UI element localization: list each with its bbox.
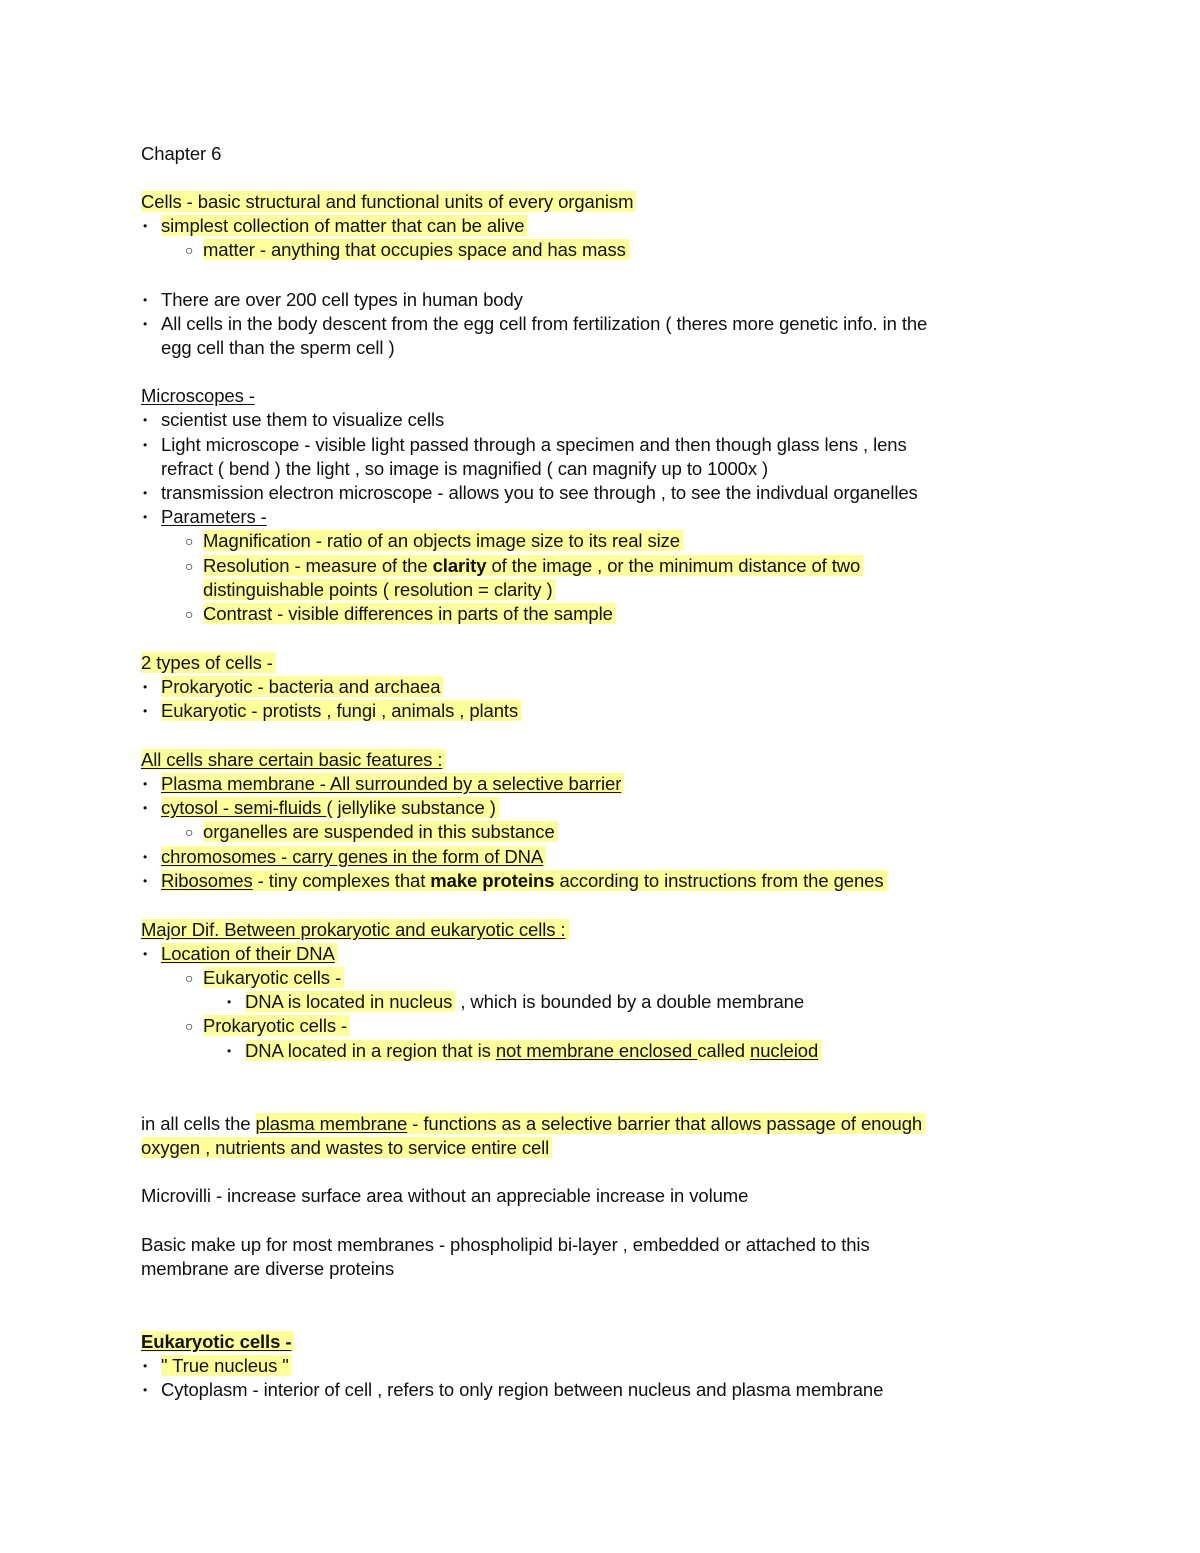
eukaryotic-heading: Eukaryotic cells - xyxy=(141,1330,294,1354)
bullet-icon: • xyxy=(227,1044,232,1058)
true-nucleus: " True nucleus " xyxy=(161,1354,292,1378)
plasma-membrane-paragraph-line2: oxygen , nutrients and wastes to service entire cell xyxy=(141,1136,552,1160)
bullet-icon: • xyxy=(143,680,148,694)
cells-simplest: simplest collection of matter that can be alive xyxy=(161,214,527,238)
cell-types-heading: 2 types of cells - xyxy=(141,651,276,675)
organelles-note: organelles are suspended in this substance xyxy=(203,820,558,844)
plasma-membrane-paragraph-line1: in all cells the plasma membrane - functions as a selective barrier that allows passage of enough xyxy=(141,1112,925,1136)
cells-descent-line1: All cells in the body descent from the egg cell from fertilization ( theres more genetic info. in the xyxy=(161,313,928,334)
bullet-icon: • xyxy=(143,317,148,331)
cytoplasm-definition: Cytoplasm - interior of cell , refers to only region between nucleus and plasma membrane xyxy=(161,1379,884,1400)
chromosomes-feature: chromosomes - carry genes in the form of DNA xyxy=(161,845,546,869)
bullet-icon: • xyxy=(143,486,148,500)
cell-types-count: There are over 200 cell types in human body xyxy=(161,289,523,310)
features-heading: All cells share certain basic features : xyxy=(141,748,445,772)
bullet-icon: • xyxy=(143,704,148,718)
circle-bullet-icon: ○ xyxy=(185,558,194,574)
prokaryotic-definition: Prokaryotic - bacteria and archaea xyxy=(161,675,443,699)
bullet-icon: • xyxy=(227,995,232,1009)
bullet-icon: • xyxy=(143,850,148,864)
light-microscope-line1: Light microscope - visible light passed through a specimen and then though glass lens , lens xyxy=(161,434,907,455)
microscopes-heading: Microscopes - xyxy=(141,385,255,406)
microvilli-paragraph: Microvilli - increase surface area without an appreciable increase in volume xyxy=(141,1185,749,1206)
membranes-paragraph-line2: membrane are diverse proteins xyxy=(141,1258,395,1279)
bullet-icon: • xyxy=(143,413,148,427)
eukaryotic-dna: DNA is located in nucleus , which is bounded by a double membrane xyxy=(245,991,805,1012)
circle-bullet-icon: ○ xyxy=(185,824,194,840)
cytosol-feature: cytosol - semi-fluids ( jellylike substance ) xyxy=(161,796,499,820)
difference-heading: Major Dif. Between prokaryotic and eukaryotic cells : xyxy=(141,918,569,942)
bullet-icon: • xyxy=(143,777,148,791)
bullet-icon: • xyxy=(143,510,148,524)
bullet-icon: • xyxy=(143,219,148,233)
bullet-icon: • xyxy=(143,874,148,888)
ribosomes-feature: Ribosomes - tiny complexes that make proteins according to instructions from the genes xyxy=(161,869,887,893)
plasma-membrane-feature: Plasma membrane - All surrounded by a selective barrier xyxy=(161,772,624,796)
magnification-definition: Magnification - ratio of an objects image size to its real size xyxy=(203,529,683,553)
parameters-heading: Parameters - xyxy=(161,506,267,527)
prokaryotic-dna: DNA located in a region that is not membrane enclosed called nucleiod xyxy=(245,1039,821,1063)
bullet-icon: • xyxy=(143,947,148,961)
circle-bullet-icon: ○ xyxy=(185,242,194,258)
cells-definition: Cells - basic structural and functional units of every organism xyxy=(141,190,636,214)
circle-bullet-icon: ○ xyxy=(185,606,194,622)
eukaryotic-subheading: Eukaryotic cells - xyxy=(203,966,344,990)
chapter-heading: Chapter 6 xyxy=(141,143,222,164)
cells-descent-line2: egg cell than the sperm cell ) xyxy=(161,337,395,358)
light-microscope-line2: refract ( bend ) the light , so image is magnified ( can magnify up to 1000x ) xyxy=(161,458,769,479)
resolution-definition-line2: distinguishable points ( resolution = clarity ) xyxy=(203,578,556,602)
tem-description: transmission electron microscope - allows you to see through , to see the indivdual organelles xyxy=(161,482,918,503)
contrast-definition: Contrast - visible differences in parts of the sample xyxy=(203,602,616,626)
matter-definition: matter - anything that occupies space and has mass xyxy=(203,238,629,262)
resolution-definition-line1: Resolution - measure of the clarity of the image , or the minimum distance of two xyxy=(203,554,863,578)
circle-bullet-icon: ○ xyxy=(185,533,194,549)
bullet-icon: • xyxy=(143,801,148,815)
bullet-icon: • xyxy=(143,438,148,452)
dna-location: Location of their DNA xyxy=(161,942,338,966)
microscopes-use: scientist use them to visualize cells xyxy=(161,409,445,430)
bullet-icon: • xyxy=(143,293,148,307)
bullet-icon: • xyxy=(143,1383,148,1397)
eukaryotic-definition: Eukaryotic - protists , fungi , animals , plants xyxy=(161,699,521,723)
circle-bullet-icon: ○ xyxy=(185,1018,194,1034)
circle-bullet-icon: ○ xyxy=(185,970,194,986)
bullet-icon: • xyxy=(143,1359,148,1373)
membranes-paragraph-line1: Basic make up for most membranes - phospholipid bi-layer , embedded or attached to this xyxy=(141,1234,870,1255)
prokaryotic-subheading: Prokaryotic cells - xyxy=(203,1014,350,1038)
